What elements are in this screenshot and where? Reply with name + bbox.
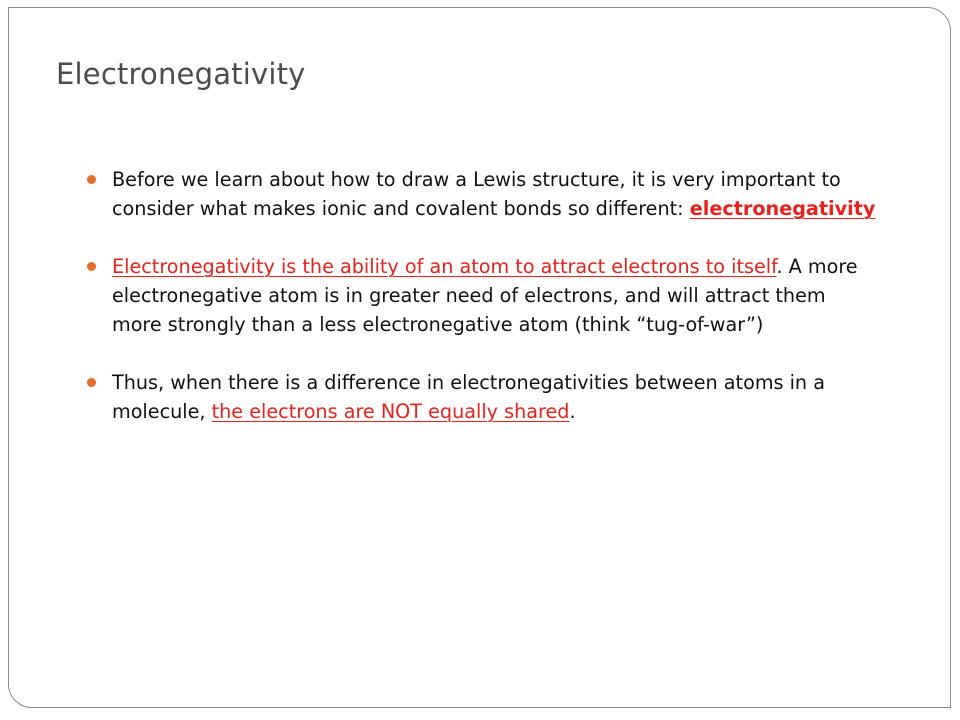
- bullet-item: [87, 368, 877, 426]
- highlighted-term: electronegativity: [689, 197, 876, 220]
- bullet-text-after: . A more electronegative atom is in greater need of electrons, and will attract them more strongly than a less electronegative atom (think “tug-of-war”): [112, 255, 858, 336]
- bullet-list: [87, 165, 877, 455]
- bullet-item: [87, 165, 877, 223]
- bullet-dot-icon: [87, 378, 96, 387]
- slide-title: Electronegativity: [56, 57, 306, 91]
- bullet-dot-icon: [87, 262, 96, 271]
- bullet-dot-icon: [87, 175, 96, 184]
- bullet-text-after: .: [569, 400, 576, 423]
- highlighted-definition: Electronegativity is the ability of an atom to attract electrons to itself: [112, 255, 777, 278]
- slide-frame: [8, 7, 951, 708]
- bullet-text: Before we learn about how to draw a Lewis structure, it is very important to consider what makes ionic and covalent bonds so different:: [112, 168, 841, 220]
- bullet-item: [87, 252, 877, 339]
- bullet-text: Thus, when there is a difference in electronegativities between atoms in a molecule,: [112, 371, 825, 423]
- highlighted-conclusion: the electrons are NOT equally shared: [211, 400, 570, 423]
